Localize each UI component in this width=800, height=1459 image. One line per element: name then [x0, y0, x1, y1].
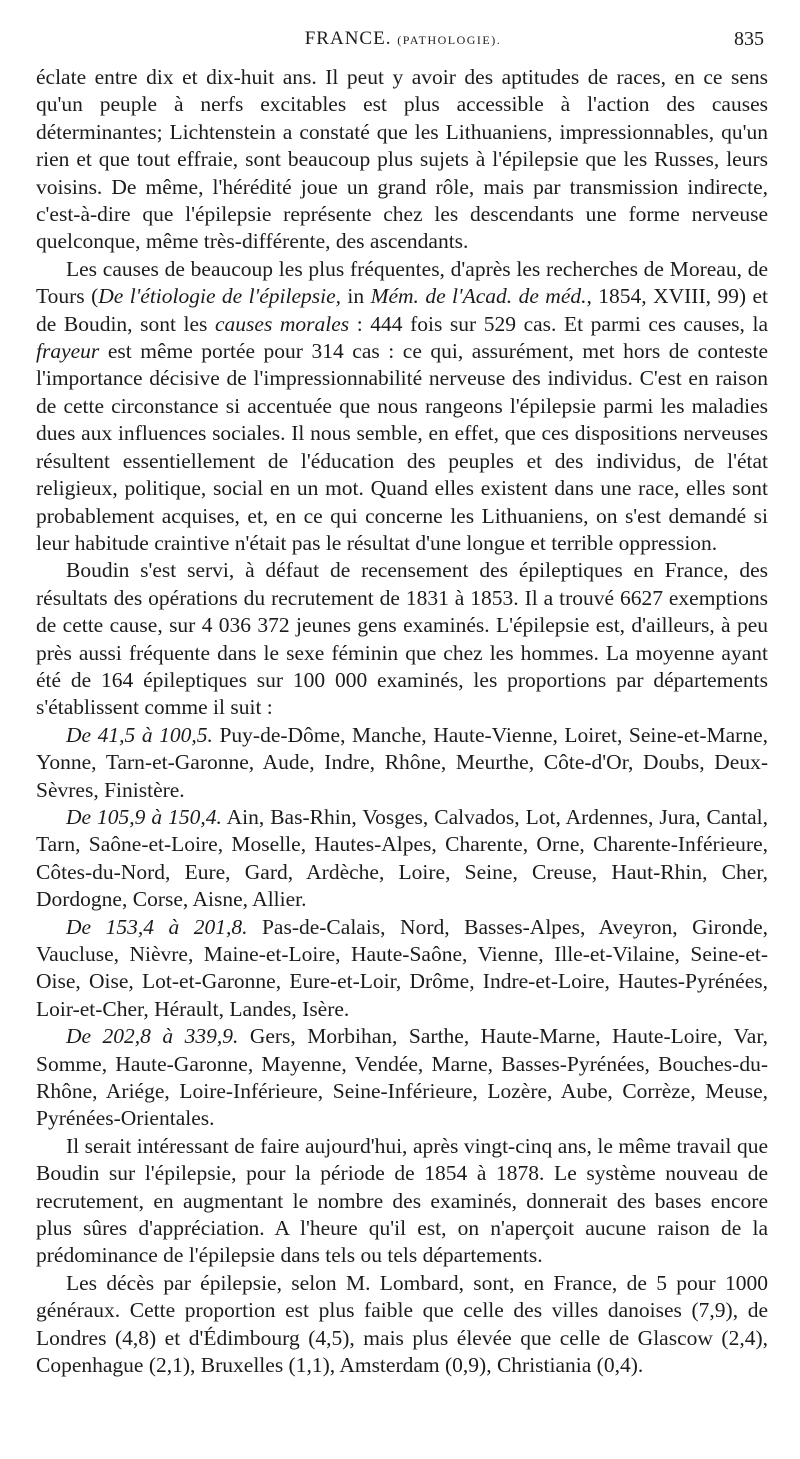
paragraph: [36, 1023, 768, 1133]
text-run: , 1854, XVIII, 99) et de Boudin, sont les: [36, 284, 768, 336]
paragraph: [36, 256, 768, 557]
paragraph: [36, 914, 768, 1024]
italic-text: Mém. de l'Acad. de méd.: [370, 284, 587, 309]
paragraph: [36, 64, 768, 256]
italic-text: frayeur: [36, 339, 100, 364]
paragraph: [36, 1133, 768, 1270]
italic-text: De 153,4 à 201,8.: [66, 914, 248, 939]
paragraph: [36, 1270, 768, 1380]
paragraph: [36, 804, 768, 914]
italic-text: De 202,8 à 339,9.: [66, 1024, 239, 1049]
text-run: Les causes de beaucoup les plus fréquentes, d'après les recherches de Moreau, de Tours (: [36, 256, 768, 309]
text-run: Les décès par épilepsie, selon M. Lombard, sont, en France, de 5 pour 1000 généraux. Cette proportion est plus faible que celle des villes danoises (7,9), de Londres (4,8) et d'Édimbourg (4,5), mais plus élevée que celle de Glascow (2,4), Copenhague (2,1), Bruxelles (1,1), Amsterdam (0,9), Christiania (0,4).: [36, 1270, 768, 1378]
text-run: Puy-de-Dôme, Manche, Haute-Vienne, Loiret, Seine-et-Marne, Yonne, Tarn-et-Garonne, Aude, Indre, Rhône, Meurthe, Côte-d'Or, Doubs, Deux-Sèvres, Finistère.: [36, 722, 768, 802]
page-header: [36, 28, 770, 58]
paragraph: [36, 722, 768, 804]
italic-text: De 41,5 à 100,5.: [66, 722, 213, 747]
italic-text: causes morales: [215, 311, 350, 336]
italic-text: De 105,9 à 150,4.: [66, 804, 222, 829]
page-number: 835: [734, 28, 764, 50]
text-run: Ain, Bas-Rhin, Vosges, Calvados, Lot, Ardennes, Jura, Cantal, Tarn, Saône-et-Loire, Moselle, Hautes-Alpes, Charente, Orne, Charente-Inférieure, Côtes-du-Nord, Eure, Gard, Ardèche, Loire, Seine, Creuse, Haut-Rhin, Cher, Dordogne, Corse, Aisne, Allier.: [36, 804, 768, 912]
running-head-subtitle: (PATHOLOGIE).: [397, 33, 502, 47]
text-run: Pas-de-Calais, Nord, Basses-Alpes, Aveyron, Gironde, Vaucluse, Nièvre, Maine-et-Loire, Haute-Saône, Vienne, Ille-et-Vilaine, Seine-et-Oise, Oise, Lot-et-Garonne, Eure-et-Loir, Drôme, Indre-et-Loire, Hautes-Pyrénées, Loir-et-Cher, Hérault, Landes, Isère.: [36, 914, 768, 1021]
running-head-title: FRANCE.: [304, 28, 392, 49]
text-run: Gers, Morbihan, Sarthe, Haute-Marne, Haute-Loire, Var, Somme, Haute-Garonne, Mayenne, Vendée, Marne, Basses-Pyrénées, Bouches-du-Rhône, Ariége, Loire-Inférieure, Seine-Inférieure, Lozère, Aube, Corrèze, Meuse, Pyrénées-Orientales.: [36, 1024, 768, 1131]
paragraph: [36, 557, 768, 721]
page-body: [36, 64, 768, 1380]
text-run: Boudin s'est servi, à défaut de recensement des épileptiques en France, des résultats des opérations du recrutement de 1831 à 1853. Il a trouvé 6627 exemptions de cette cause, sur 4 036 372 jeunes gens examinés. L'épilepsie est, d'ailleurs, à peu près aussi fréquente dans le sexe féminin que chez les hommes. La moyenne ayant été de 164 épileptiques sur 100 000 examinés, les proportions par départements s'établissent comme il suit :: [36, 558, 768, 720]
text-run: éclate entre dix et dix-huit ans. Il peut y avoir des aptitudes de races, en ce sens qu'un peuple à nerfs excitables est plus accessible à l'action des causes déterminantes; Lichtenstein a constaté que les Lithuaniens, impressionnables, qu'un rien et que tout effraie, sont beaucoup plus sujets à l'épilepsie que les Russes, leurs voisins. De même, l'hérédité joue un grand rôle, mais par transmission indirecte, c'est-à-dire que l'épilepsie représente chez les descendants une forme nerveuse quelconque, même très-différente, des ascendants.: [36, 65, 768, 254]
text-run: in: [341, 284, 371, 309]
text-run: Il serait intéressant de faire aujourd'hui, après vingt-cinq ans, le même travail que Boudin sur l'épilepsie, pour la période de 1854 à 1878. Le système nouveau de recrutement, en augmentant le nombre des examinés, donnerait des bases encore plus sûres d'appréciation. A l'heure qu'il est, on n'aperçoit aucune raison de la prédominance de l'épilepsie dans tels ou tels départements.: [36, 1133, 768, 1268]
italic-text: De l'étiologie de l'épilepsie,: [98, 284, 342, 309]
text-run: : 444 fois sur 529 cas. Et parmi ces causes, la: [349, 311, 768, 336]
text-run: est même portée pour 314 cas : ce qui, assurément, met hors de conteste l'importance décisive de l'impressionnabilité nerveuse des individus. C'est en raison de cette circonstance si accentuée que nous rangeons l'épilepsie parmi les maladies dues aux influences sociales. Il nous semble, en effet, que ces dispositions nerveuses résultent essentiellement de l'éducation des peuples et des individus, de l'état religieux, politique, social en un mot. Quand elles existent dans une race, elles sont probablement acquises, et, en ce qui concerne les Lithuaniens, on s'est demandé si leur habitude craintive n'était pas le résultat d'une longue et terrible oppression.: [36, 339, 768, 555]
running-head: [36, 28, 770, 50]
